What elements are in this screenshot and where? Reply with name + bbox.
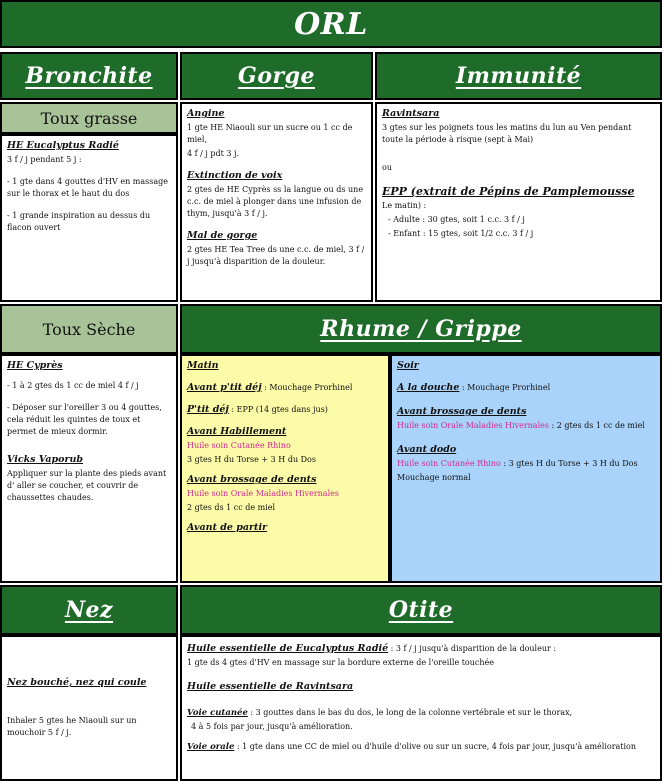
immunite-line: ou <box>382 163 392 172</box>
rhume-header <box>180 304 662 354</box>
matin-heading: Matin <box>187 360 219 371</box>
matin-text: : Mouchage Prorhinel <box>261 383 353 392</box>
soir-box <box>390 354 662 583</box>
gorge-line: 1 gte HE Niaouli sur un sucre ou 1 cc de miel, <box>187 123 353 144</box>
avant-habillement-label: Avant Habillement <box>187 426 287 437</box>
page-title: ORL <box>294 6 368 42</box>
mal-de-gorge-heading: Mal de gorge <box>187 230 258 241</box>
huile-orale-label: Huile soin Orale Maladies Hivernales <box>187 489 339 498</box>
nez-box <box>0 635 178 781</box>
toux-seche-header <box>0 304 178 354</box>
immunite-line: - Adulte : 30 gtes, soit 1 c.c. 3 f / j <box>388 215 525 224</box>
matin-box <box>180 354 390 583</box>
page-title-banner <box>0 0 662 48</box>
a-la-douche-label: A la douche <box>397 382 460 393</box>
toux-seche-box <box>0 354 178 583</box>
soir-text: : Mouchage Prorhinel <box>459 383 551 392</box>
toux-seche-line: Appliquer sur la plante des pieds avant d' aller se coucher, et couvrir de chaussettes chaudes. <box>7 469 167 502</box>
soir-brossage-label: Avant brossage de dents <box>397 406 527 417</box>
bronchite-header <box>0 52 178 100</box>
soir-text: : 2 gtes ds 1 cc de miel <box>548 421 645 430</box>
toux-grasse-title: Toux grasse <box>40 108 138 128</box>
immunite-line: - Enfant : 15 gtes, soit 1/2 c.c. 3 f / j <box>388 229 534 238</box>
otite-text: 1 gte ds 4 gtes d'HV en massage sur la bordure externe de l'oreille touchée <box>187 658 494 667</box>
toux-seche-title: Toux Sèche <box>42 319 136 339</box>
gorge-line: 2 gtes de HE Cyprès ss la langue ou ds une c.c. de miel à plonger dans une infusion de thym, jusqu'à 3 f / j. <box>187 185 364 218</box>
otite-title: Otite <box>388 597 454 623</box>
toux-grasse-box <box>0 134 178 302</box>
immunite-title: Immunité <box>455 63 582 89</box>
otite-text: 4 à 5 fois par jour, jusqu'à amélioration. <box>191 722 353 731</box>
huile-orale-label: Huile soin Orale Maladies Hivernales <box>397 421 549 430</box>
avant-partir-label: Avant de partir <box>187 522 268 533</box>
gorge-header <box>180 52 373 100</box>
huile-rhino-label: Huile soin Cutanée Rhino <box>397 459 501 468</box>
epp-heading: EPP (extrait de Pépins de Pamplemousse <box>382 185 635 198</box>
toux-grasse-header <box>0 102 178 134</box>
avant-dodo-label: Avant dodo <box>397 444 457 455</box>
toux-grasse-heading: HE Eucalyptus Radié <box>7 140 119 151</box>
gorge-line: 4 f / j pdt 3 j. <box>187 149 240 158</box>
matin-text: : EPP (14 gtes dans jus) <box>228 405 328 414</box>
matin-text: 2 gtes ds 1 cc de miel <box>187 503 276 512</box>
otite-box <box>180 635 662 781</box>
vicks-heading: Vicks Vaporub <box>7 454 84 465</box>
otite-text: : 3 gouttes dans le bas du dos, le long de la colonne vertébrale et sur le thorax, <box>247 708 573 717</box>
soir-heading: Soir <box>397 360 419 371</box>
voie-cutanee-label: Voie cutanée <box>187 708 248 718</box>
immunite-box <box>375 102 662 302</box>
eucalyptus-heading: Huile essentielle de Eucalyptus Radié <box>187 643 389 654</box>
toux-grasse-line: - 1 grande inspiration au dessus du flacon ouvert <box>7 211 151 232</box>
immunite-line: 3 gtes sur les poignets tous les matins du lun au Ven pendant toute la période à risque (sept à Mai) <box>382 123 632 144</box>
rhume-title: Rhume / Grippe <box>320 316 522 342</box>
otite-header <box>180 585 662 635</box>
ravintsara-otite-heading: Huile essentielle de Ravintsara <box>187 681 354 692</box>
cypres-heading: HE Cyprès <box>7 360 63 371</box>
ptit-dej-label: P'tit déj <box>187 404 229 415</box>
gorge-title: Gorge <box>238 63 315 89</box>
nez-bouche-heading: Nez bouché, nez qui coule <box>7 677 147 688</box>
otite-text: : 3 f / j jusqu'à disparition de la douleur : <box>388 644 557 653</box>
gorge-line: 2 gtes HE Tea Tree ds une c.c. de miel, 3 f / j jusqu'à disparition de la douleur. <box>187 245 365 266</box>
soir-text: : 3 gtes H du Torse + 3 H du Dos <box>500 459 638 468</box>
nez-line: Inhaler 5 gtes he Niaouli sur un mouchoir 5 f / j. <box>7 716 137 737</box>
otite-text: : 1 gte dans une CC de miel ou d'huile d'olive ou sur un sucre, 4 fois par jour, jusqu'à amélioration <box>234 742 637 751</box>
immunite-header <box>375 52 662 100</box>
avant-brossage-label: Avant brossage de dents <box>187 474 317 485</box>
toux-grasse-line: 3 f / j pendant 5 j : <box>7 155 82 164</box>
ravintsara-heading: Ravintsara <box>382 108 440 119</box>
voie-orale-label: Voie orale <box>187 742 235 752</box>
gorge-box <box>180 102 373 302</box>
immunite-line: Le matin) : <box>382 201 427 210</box>
avant-ptit-dej-label: Avant p'tit déj <box>187 382 262 393</box>
toux-grasse-line: - 1 gte dans 4 gouttes d'HV en massage sur le thorax et le haut du dos <box>7 177 168 198</box>
nez-header <box>0 585 178 635</box>
extinction-voix-heading: Extinction de voix <box>187 170 283 181</box>
bronchite-title: Bronchite <box>25 63 153 89</box>
nez-title: Nez <box>64 597 114 623</box>
toux-seche-line: - 1 à 2 gtes ds 1 cc de miel 4 f / j <box>7 381 139 390</box>
toux-seche-line: - Déposer sur l'oreiller 3 ou 4 gouttes, cela réduit les quintes de toux et permet de mieux dormir. <box>7 403 162 436</box>
huile-rhino-label: Huile soin Cutanée Rhino <box>187 441 291 450</box>
soir-text: Mouchage normal <box>397 473 471 482</box>
matin-text: 3 gtes H du Torse + 3 H du Dos <box>187 455 316 464</box>
angine-heading: Angine <box>187 108 225 119</box>
